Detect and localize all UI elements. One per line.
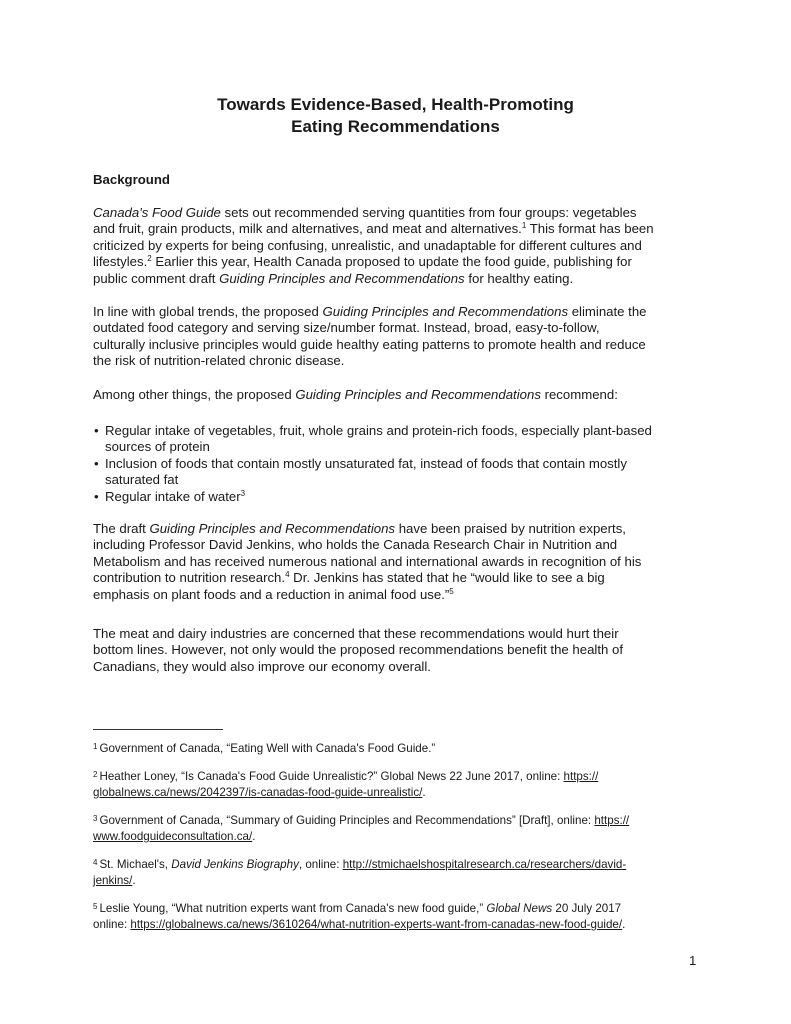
footnote-ref-1: 1	[521, 221, 527, 231]
list-item: • Regular intake of water$^3$	[94, 488, 246, 504]
paragraph-global-trends: In line with global trends, the proposed Guiding Principles and Recommendations eliminate the outdated food category and serving size/number format. Instead, broad, easy-to-follow, culturally inclusive principles would guide healthy eating patterns to promote health and reduce the risk of nutrition-related chronic disease.	[93, 304, 647, 369]
page-number: 1	[689, 953, 697, 968]
footnote-3-link[interactable]: https://	[594, 814, 630, 827]
document-title	[0, 94, 791, 138]
footnote-4-link[interactable]: http://stmichaelshospitalresearch.ca/researchers/david-	[342, 858, 627, 871]
food-guide-title: Canada's Food Guide	[93, 205, 221, 220]
title-line-2: Eating Recommendations	[291, 117, 500, 136]
footnote-3: $^3$ Government of Canada, “Summary of Guiding Principles and Recommendations” [Draft], online: https:// www.foodguideconsultation.ca/.	[93, 814, 630, 843]
list-item: • Regular intake of vegetables, fruit, whole grains and protein-rich foods, especially plant-based sources of protein	[94, 423, 652, 455]
footnote-ref-2: 2	[147, 254, 152, 264]
bullet-icon: •	[94, 423, 99, 438]
bullet-icon: •	[94, 488, 99, 504]
footnote-ref-5: 5	[449, 586, 454, 596]
paragraph-jenkins: The draft Guiding Principles and Recommendations have been praised by nutrition experts, including Professor David Jenkins, who holds the Canada Research Chair in Nutrition and Metabolism and has received numerous national and international awards in recognition of his contribution to nutrition research.$^4$ Dr. Jenkins has stated that he “would like to see a big emphasis on plant foods and a reduction in animal food use.”$^5$	[93, 521, 642, 602]
footnote-ref-4: 4	[285, 570, 290, 580]
background-heading: Background	[93, 172, 170, 187]
list-item: • Inclusion of foods that contain mostly unsaturated fat, instead of foods that contain mostly saturated fat	[94, 455, 627, 488]
footnote-4-link-cont[interactable]: jenkins/	[93, 874, 133, 887]
footnote-4: $^4$ St. Michael's, David Jenkins Biography, online: http://stmichaelshospitalresearch.ca/researchers/david- jenkins/.	[93, 858, 627, 887]
footnote-5-link[interactable]: https://globalnews.ca/news/3610264/what-nutrition-experts-want-from-canadas-new-food-guide/	[130, 918, 623, 931]
recommendation-list	[93, 423, 709, 505]
footnote-divider	[93, 729, 223, 730]
footnote-5: $^5$ Leslie Young, “What nutrition experts want from Canada's new food guide,” Global News 20 July 2017 online: https://globalnews.ca/news/3610264/what-nutrition-experts-want-from-canadas-new-food-guide/.	[93, 902, 626, 931]
footnote-2-link[interactable]: https://	[563, 770, 599, 783]
title-line-1: Towards Evidence-Based, Health-Promoting	[217, 95, 574, 114]
bullet-icon: •	[94, 455, 99, 471]
footnote-2-link-cont[interactable]: globalnews.ca/news/2042397/is-canadas-food-guide-unrealistic/	[93, 786, 423, 799]
paragraph-intro: Canada's Food Guide sets out recommended serving quantities from four groups: vegetables and fruit, grain products, milk and alternatives, and meat and alternatives.$^1$ This format has been criticized by experts for being confusing, unrealistic, and unadaptable for different cultures and lifestyles.$^2$ Earlier this year, Health Canada proposed to update the food guide, publishing for public comment draft Guiding Principles and Recommendations for healthy eating.	[93, 205, 654, 286]
footnote-ref-3: 3	[240, 488, 246, 498]
paragraph-industry: The meat and dairy industries are concerned that these recommendations would hurt their bottom lines. However, not only would the proposed recommendations benefit the health of Canadians, they would also improve our economy overall.	[93, 626, 624, 674]
footnote-3-link-cont[interactable]: www.foodguideconsultation.ca/	[93, 830, 253, 843]
paragraph-recommend-intro: Among other things, the proposed Guiding Principles and Recommendations recommend:	[93, 387, 618, 402]
footnote-2: $^2$ Heather Loney, “Is Canada's Food Guide Unrealistic?” Global News 22 June 2017, online: https:// globalnews.ca/news/2042397/is-canadas-food-guide-unrealistic/.	[93, 770, 599, 799]
footnote-1: $^1$ Government of Canada, “Eating Well with Canada's Food Guide.”	[93, 742, 436, 755]
